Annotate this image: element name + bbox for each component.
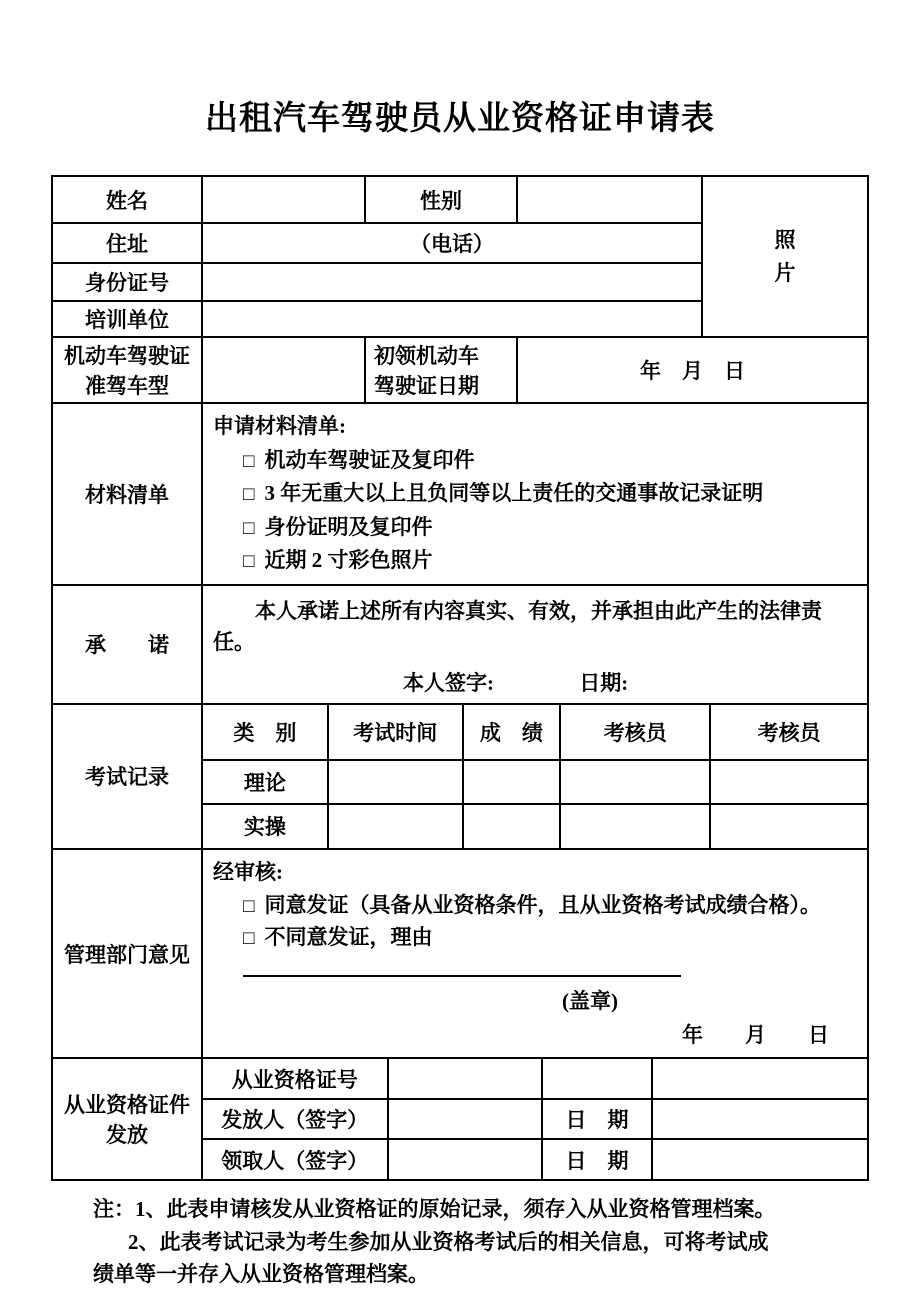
row-management-opinion	[52, 849, 868, 1058]
issuer-signature-field[interactable]	[388, 1099, 543, 1139]
receiver-signature-field[interactable]	[388, 1139, 543, 1179]
photo-label-line1: 照	[774, 227, 796, 252]
issuer-label: 发放人（签字）	[203, 1099, 388, 1139]
materials-content	[202, 403, 868, 585]
license-type-field[interactable]	[202, 337, 365, 403]
materials-heading: 申请材料清单:	[213, 414, 346, 438]
exam-record-label: 考试记录	[52, 704, 202, 849]
training-unit-label: 培训单位	[52, 301, 202, 337]
date-placeholder: 年 月 日	[640, 359, 745, 383]
note-line: 绩单等一并存入从业资格管理档案。	[93, 1262, 429, 1287]
seal-label: (盖章)	[562, 989, 618, 1014]
promise-label: 承 诺	[52, 585, 202, 704]
exam-header-category: 类 别	[203, 705, 328, 760]
receive-date-label: 日 期	[542, 1139, 652, 1179]
name-field[interactable]	[202, 176, 365, 223]
issue-date-label: 日 期	[542, 1099, 652, 1139]
material-item	[213, 477, 857, 511]
reason-fill-line[interactable]	[243, 957, 681, 977]
license-type-label: 机动车驾驶证 准驾车型	[52, 337, 202, 403]
theory-examiner1-field[interactable]	[560, 760, 710, 804]
material-item	[213, 511, 857, 545]
row-exam-record	[52, 704, 868, 849]
gender-field[interactable]	[517, 176, 702, 223]
material-item-text: 身份证明及复印件	[264, 514, 433, 539]
exam-header-examiner2: 考核员	[710, 705, 867, 760]
first-license-date-label: 初领机动车 驾驶证日期	[365, 337, 517, 403]
exam-record-table	[203, 705, 867, 848]
notes	[60, 1193, 860, 1291]
checkbox-icon[interactable]: □	[243, 450, 255, 472]
exam-record-table-cell	[202, 704, 868, 849]
theory-time-field[interactable]	[328, 760, 463, 804]
disagree-option-text: 不同意发证，理由	[264, 925, 433, 950]
checkbox-icon[interactable]: □	[243, 517, 255, 539]
id-number-label: 身份证号	[52, 263, 202, 301]
theory-row-label: 理论	[203, 760, 328, 804]
material-item-text: 机动车驾驶证及复印件	[264, 447, 475, 472]
management-date: 年 月 日	[682, 1022, 829, 1047]
checkbox-icon[interactable]: □	[243, 484, 255, 506]
agree-checkbox-icon[interactable]: □	[243, 895, 255, 917]
photo-cell	[702, 176, 868, 337]
cert-number-field[interactable]	[388, 1059, 543, 1099]
row-materials	[52, 403, 868, 585]
receiver-label: 领取人（签字）	[203, 1139, 388, 1179]
exam-header-row	[203, 705, 867, 760]
photo-label-line2: 片	[774, 260, 796, 285]
address-label: 住址	[52, 223, 202, 263]
cert-number-right-field[interactable]	[652, 1059, 867, 1099]
exam-header-examiner1: 考核员	[560, 705, 710, 760]
note-line: 2、此表考试记录为考生参加从业资格考试后的相关信息，可将考试成	[128, 1229, 769, 1254]
note-line: 注：1、此表申请核发从业资格证的原始记录，须存入从业资格管理档案。	[93, 1197, 776, 1222]
issue-table-cell	[202, 1058, 868, 1180]
promise-content	[202, 585, 868, 704]
cert-number-row	[203, 1059, 867, 1099]
name-label: 姓名	[52, 176, 202, 223]
disagree-checkbox-icon[interactable]: □	[243, 928, 255, 950]
material-item-text: 近期 2 寸彩色照片	[264, 548, 433, 573]
review-heading: 经审核:	[213, 859, 283, 884]
phone-hint: （电话）	[410, 232, 494, 256]
signature-label: 本人签字:	[403, 670, 494, 695]
cert-number-mid-field[interactable]	[542, 1059, 652, 1099]
receiver-row	[203, 1139, 867, 1179]
cert-number-label: 从业资格证号	[203, 1059, 388, 1099]
receive-date-field[interactable]	[652, 1139, 867, 1179]
issue-section-label: 从业资格证件 发放	[52, 1058, 202, 1180]
material-item	[213, 444, 857, 478]
practical-examiner2-field[interactable]	[710, 804, 867, 848]
row-certificate-issue	[52, 1058, 868, 1180]
address-field[interactable]	[202, 223, 702, 263]
row-name-gender	[52, 176, 868, 223]
exam-header-score: 成 绩	[463, 705, 561, 760]
issue-table	[203, 1059, 867, 1179]
agree-option	[213, 889, 857, 922]
checkbox-icon[interactable]: □	[243, 551, 255, 573]
row-promise	[52, 585, 868, 704]
first-license-date-field[interactable]	[517, 337, 868, 403]
practical-row-label: 实操	[203, 804, 328, 848]
agree-option-text: 同意发证（具备从业资格条件，且从业资格考试成绩合格）。	[264, 892, 821, 917]
practical-time-field[interactable]	[328, 804, 463, 848]
management-opinion-content	[202, 849, 868, 1058]
disagree-option	[213, 921, 857, 986]
issuer-row	[203, 1099, 867, 1139]
application-form-table	[51, 175, 869, 1181]
page-title: 出租汽车驾驶员从业资格证申请表	[205, 101, 715, 137]
row-license-type	[52, 337, 868, 403]
material-item	[213, 544, 857, 578]
promise-sign-line	[213, 667, 857, 697]
exam-practical-row	[203, 804, 867, 848]
material-item-text: 3 年无重大以上且负同等以上责任的交通事故记录证明	[264, 481, 764, 506]
management-opinion-label: 管理部门意见	[52, 849, 202, 1058]
exam-header-time: 考试时间	[328, 705, 463, 760]
materials-label: 材料清单	[52, 403, 202, 585]
gender-label: 性别	[365, 176, 517, 223]
issue-date-field[interactable]	[652, 1099, 867, 1139]
promise-text: 本人承诺上述所有内容真实、有效，并承担由此产生的法律责任。	[213, 598, 822, 655]
training-unit-field[interactable]	[202, 301, 702, 337]
exam-theory-row	[203, 760, 867, 804]
practical-score-field[interactable]	[463, 804, 561, 848]
theory-examiner2-field[interactable]	[710, 760, 867, 804]
theory-score-field[interactable]	[463, 760, 561, 804]
promise-date-label: 日期:	[579, 670, 629, 695]
id-number-field[interactable]	[202, 263, 702, 301]
practical-examiner1-field[interactable]	[560, 804, 710, 848]
